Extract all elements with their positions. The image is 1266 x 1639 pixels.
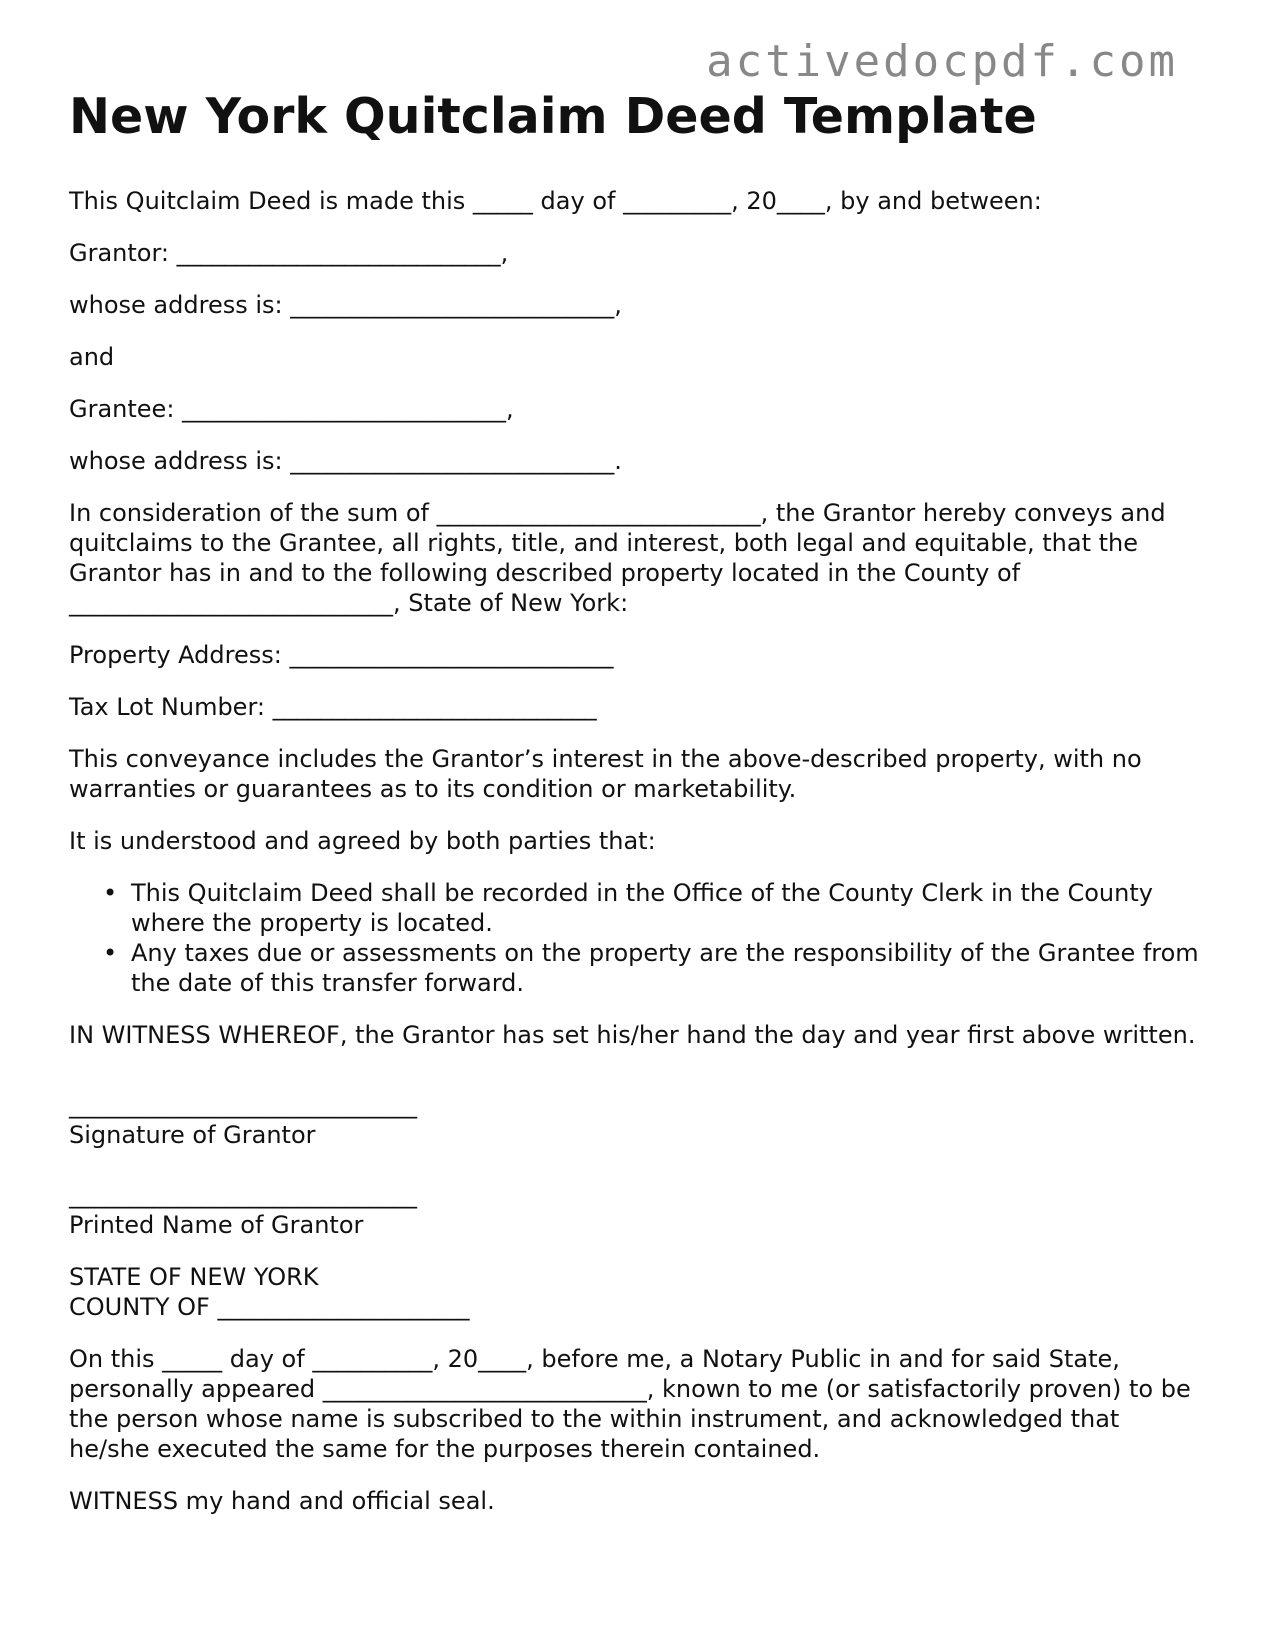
property-address-line: Property Address: ___________________________ [69, 641, 614, 669]
and-word: and [69, 343, 115, 371]
list-item: • Any taxes due or assessments on the property are the responsibility of the Grantee from the date of this transfer forward. [131, 938, 1199, 998]
grantee-line: Grantee: ___________________________, [69, 395, 514, 423]
state-line: STATE OF NEW YORK [69, 1263, 319, 1291]
witness-seal-line: WITNESS my hand and official seal. [69, 1487, 495, 1515]
signature-line: _____________________________ [69, 1091, 417, 1119]
terms-list [69, 878, 1199, 998]
consideration-paragraph: In consideration of the sum of ___________________________, the Grantor hereby conveys and quitclaims to the Grantee, all rights, title, and interest, both legal and equitable, that the Grantor has in and to the following described property located in the County of ___________________________, State of New York: [69, 499, 1166, 617]
notary-paragraph: On this _____ day of __________, 20____, before me, a Notary Public in and for said State, personally appeared ___________________________, known to me (or satisfactorily proven) to be the person whose name is subscribed to the within instrument, and acknowledged that he/she executed the same for the purposes therein contained. [69, 1345, 1191, 1463]
document-title: New York Quitclaim Deed Template [69, 88, 1037, 145]
tax-lot-number-line: Tax Lot Number: ___________________________ [69, 693, 597, 721]
printed-name-block [69, 1180, 1199, 1240]
venue-block [69, 1262, 1199, 1322]
witness-whereof-paragraph: IN WITNESS WHEREOF, the Grantor has set his/her hand the day and year first above written. [69, 1021, 1196, 1049]
county-line: COUNTY OF _____________________ [69, 1293, 470, 1321]
grantor-address-line: whose address is: ___________________________, [69, 291, 622, 319]
watermark-text: activedocpdf.com [706, 36, 1178, 87]
intro-paragraph: This Quitclaim Deed is made this _____ day of _________, 20____, by and between: [69, 187, 1042, 215]
grantee-address-line: whose address is: ___________________________. [69, 447, 622, 475]
understood-paragraph: It is understood and agreed by both parties that: [69, 827, 656, 855]
deed-document [69, 84, 1199, 1538]
printed-name-line: _____________________________ [69, 1181, 417, 1209]
conveyance-paragraph: This conveyance includes the Grantor’s interest in the above-described property, with no warranties or guarantees as to its condition or marketability. [69, 745, 1142, 803]
printed-name-label: Printed Name of Grantor [69, 1211, 364, 1239]
list-item: • This Quitclaim Deed shall be recorded in the Office of the County Clerk in the County where the property is located. [131, 878, 1199, 938]
grantor-line: Grantor: ___________________________, [69, 239, 509, 267]
grantor-signature-block [69, 1090, 1199, 1150]
signature-label: Signature of Grantor [69, 1121, 316, 1149]
